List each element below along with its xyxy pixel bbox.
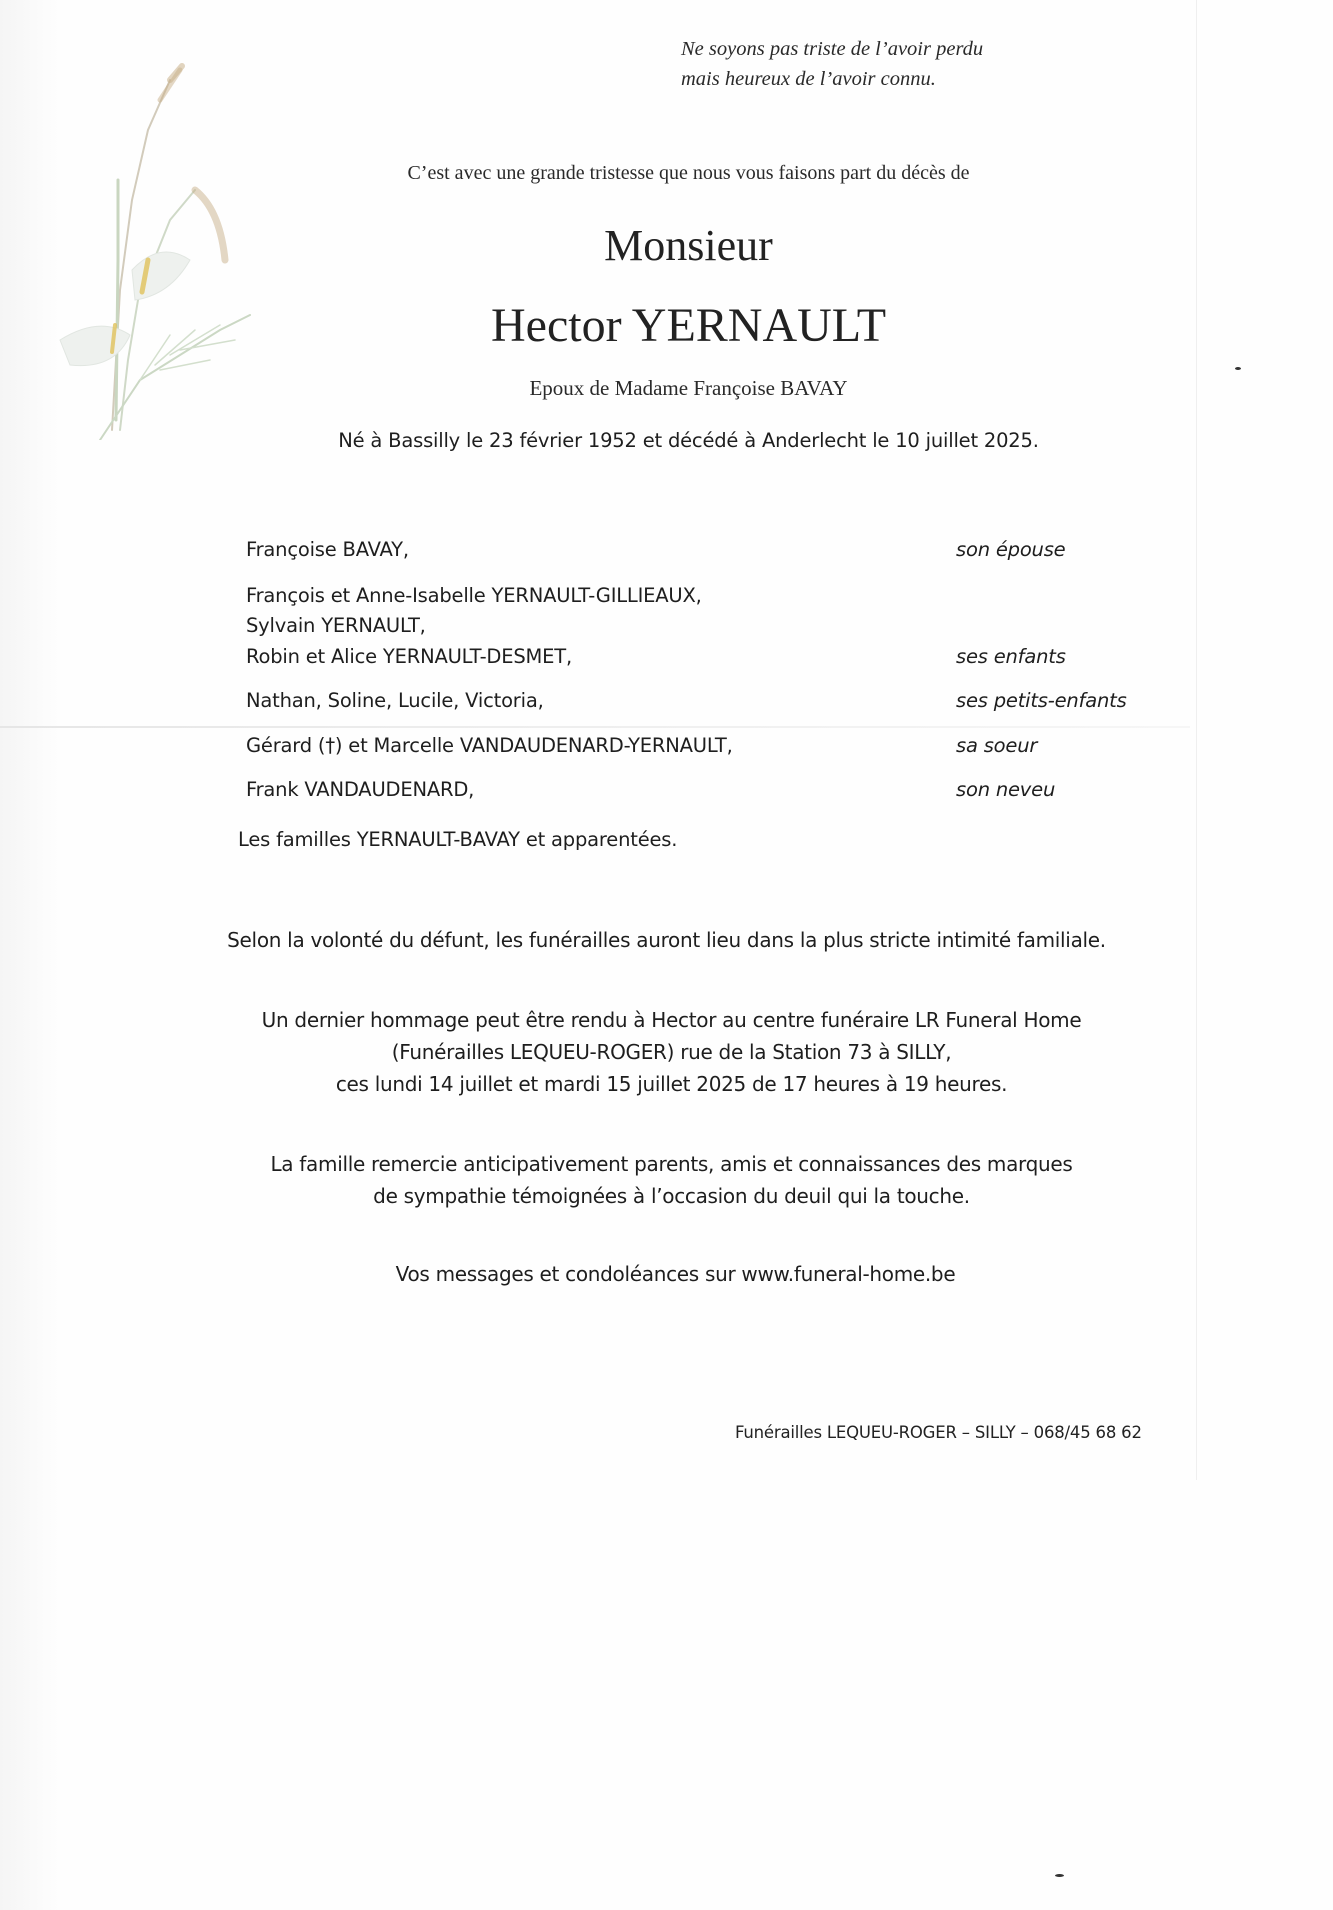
condolences-link[interactable]: Vos messages et condoléances sur www.funeral-home.be [395,1262,956,1286]
family-relation: sa soeur [956,734,1038,757]
family-name: Nathan, Soline, Lucile, Victoria, [246,689,544,712]
tribute-block [0,1004,1333,1100]
family-name: Les familles YERNAULT-BAVAY et apparentées. [238,828,678,851]
tribute-line: Un dernier hommage peut être rendu à Hector au centre funéraire LR Funeral Home [261,1008,1082,1032]
tribute-line: (Funérailles LEQUEU-ROGER) rue de la Station 73 à SILLY, [391,1040,952,1064]
family-name: François et Anne-Isabelle YERNAULT-GILLIEAUX, [246,584,702,607]
scan-speck [1235,367,1241,370]
thanks-line: de sympathie témoignées à l’occasion du deuil qui la touche. [373,1184,970,1208]
family-relation: ses petits-enfants [956,689,1127,712]
thanks-block [0,1148,1333,1212]
honorific: Monsieur [604,221,773,270]
family-name: Frank VANDAUDENARD, [246,778,475,801]
spouse-line: Epoux de Madame Françoise BAVAY [529,376,848,400]
family-relation: son neveu [956,778,1056,801]
epigraph [681,34,983,94]
tribute-line: ces lundi 14 juillet et mardi 15 juillet 2025 de 17 heures à 19 heures. [335,1072,1008,1096]
scan-speck [1055,1874,1064,1877]
funeral-home-footer: Funérailles LEQUEU-ROGER – SILLY – 068/45 68 62 [735,1423,1142,1442]
epigraph-line: Ne soyons pas triste de l’avoir perdu [681,38,984,60]
family-name: Gérard (†) et Marcelle VANDAUDENARD-YERNAULT, [246,734,733,757]
thanks-line: La famille remercie anticipativement parents, amis et connaissances des marques [270,1152,1073,1176]
fold-line-horizontal [0,726,1190,728]
funeral-note: Selon la volonté du défunt, les funérailles auront lieu dans la plus stricte intimité familiale. [227,928,1106,952]
birth-death-line: Né à Bassilly le 23 février 1952 et décédé à Anderlecht le 10 juillet 2025. [338,429,1039,452]
family-relation: son épouse [956,538,1066,561]
family-name: Robin et Alice YERNAULT-DESMET, [246,645,572,668]
family-name: Sylvain YERNAULT, [246,614,426,637]
family-name: Françoise BAVAY, [246,538,409,561]
deceased-name: Hector YERNAULT [490,299,887,352]
family-relation: ses enfants [956,645,1066,668]
intro-text: C’est avec une grande tristesse que nous vous faisons part du décès de [407,162,970,184]
epigraph-line: mais heureux de l’avoir connu. [681,68,936,90]
